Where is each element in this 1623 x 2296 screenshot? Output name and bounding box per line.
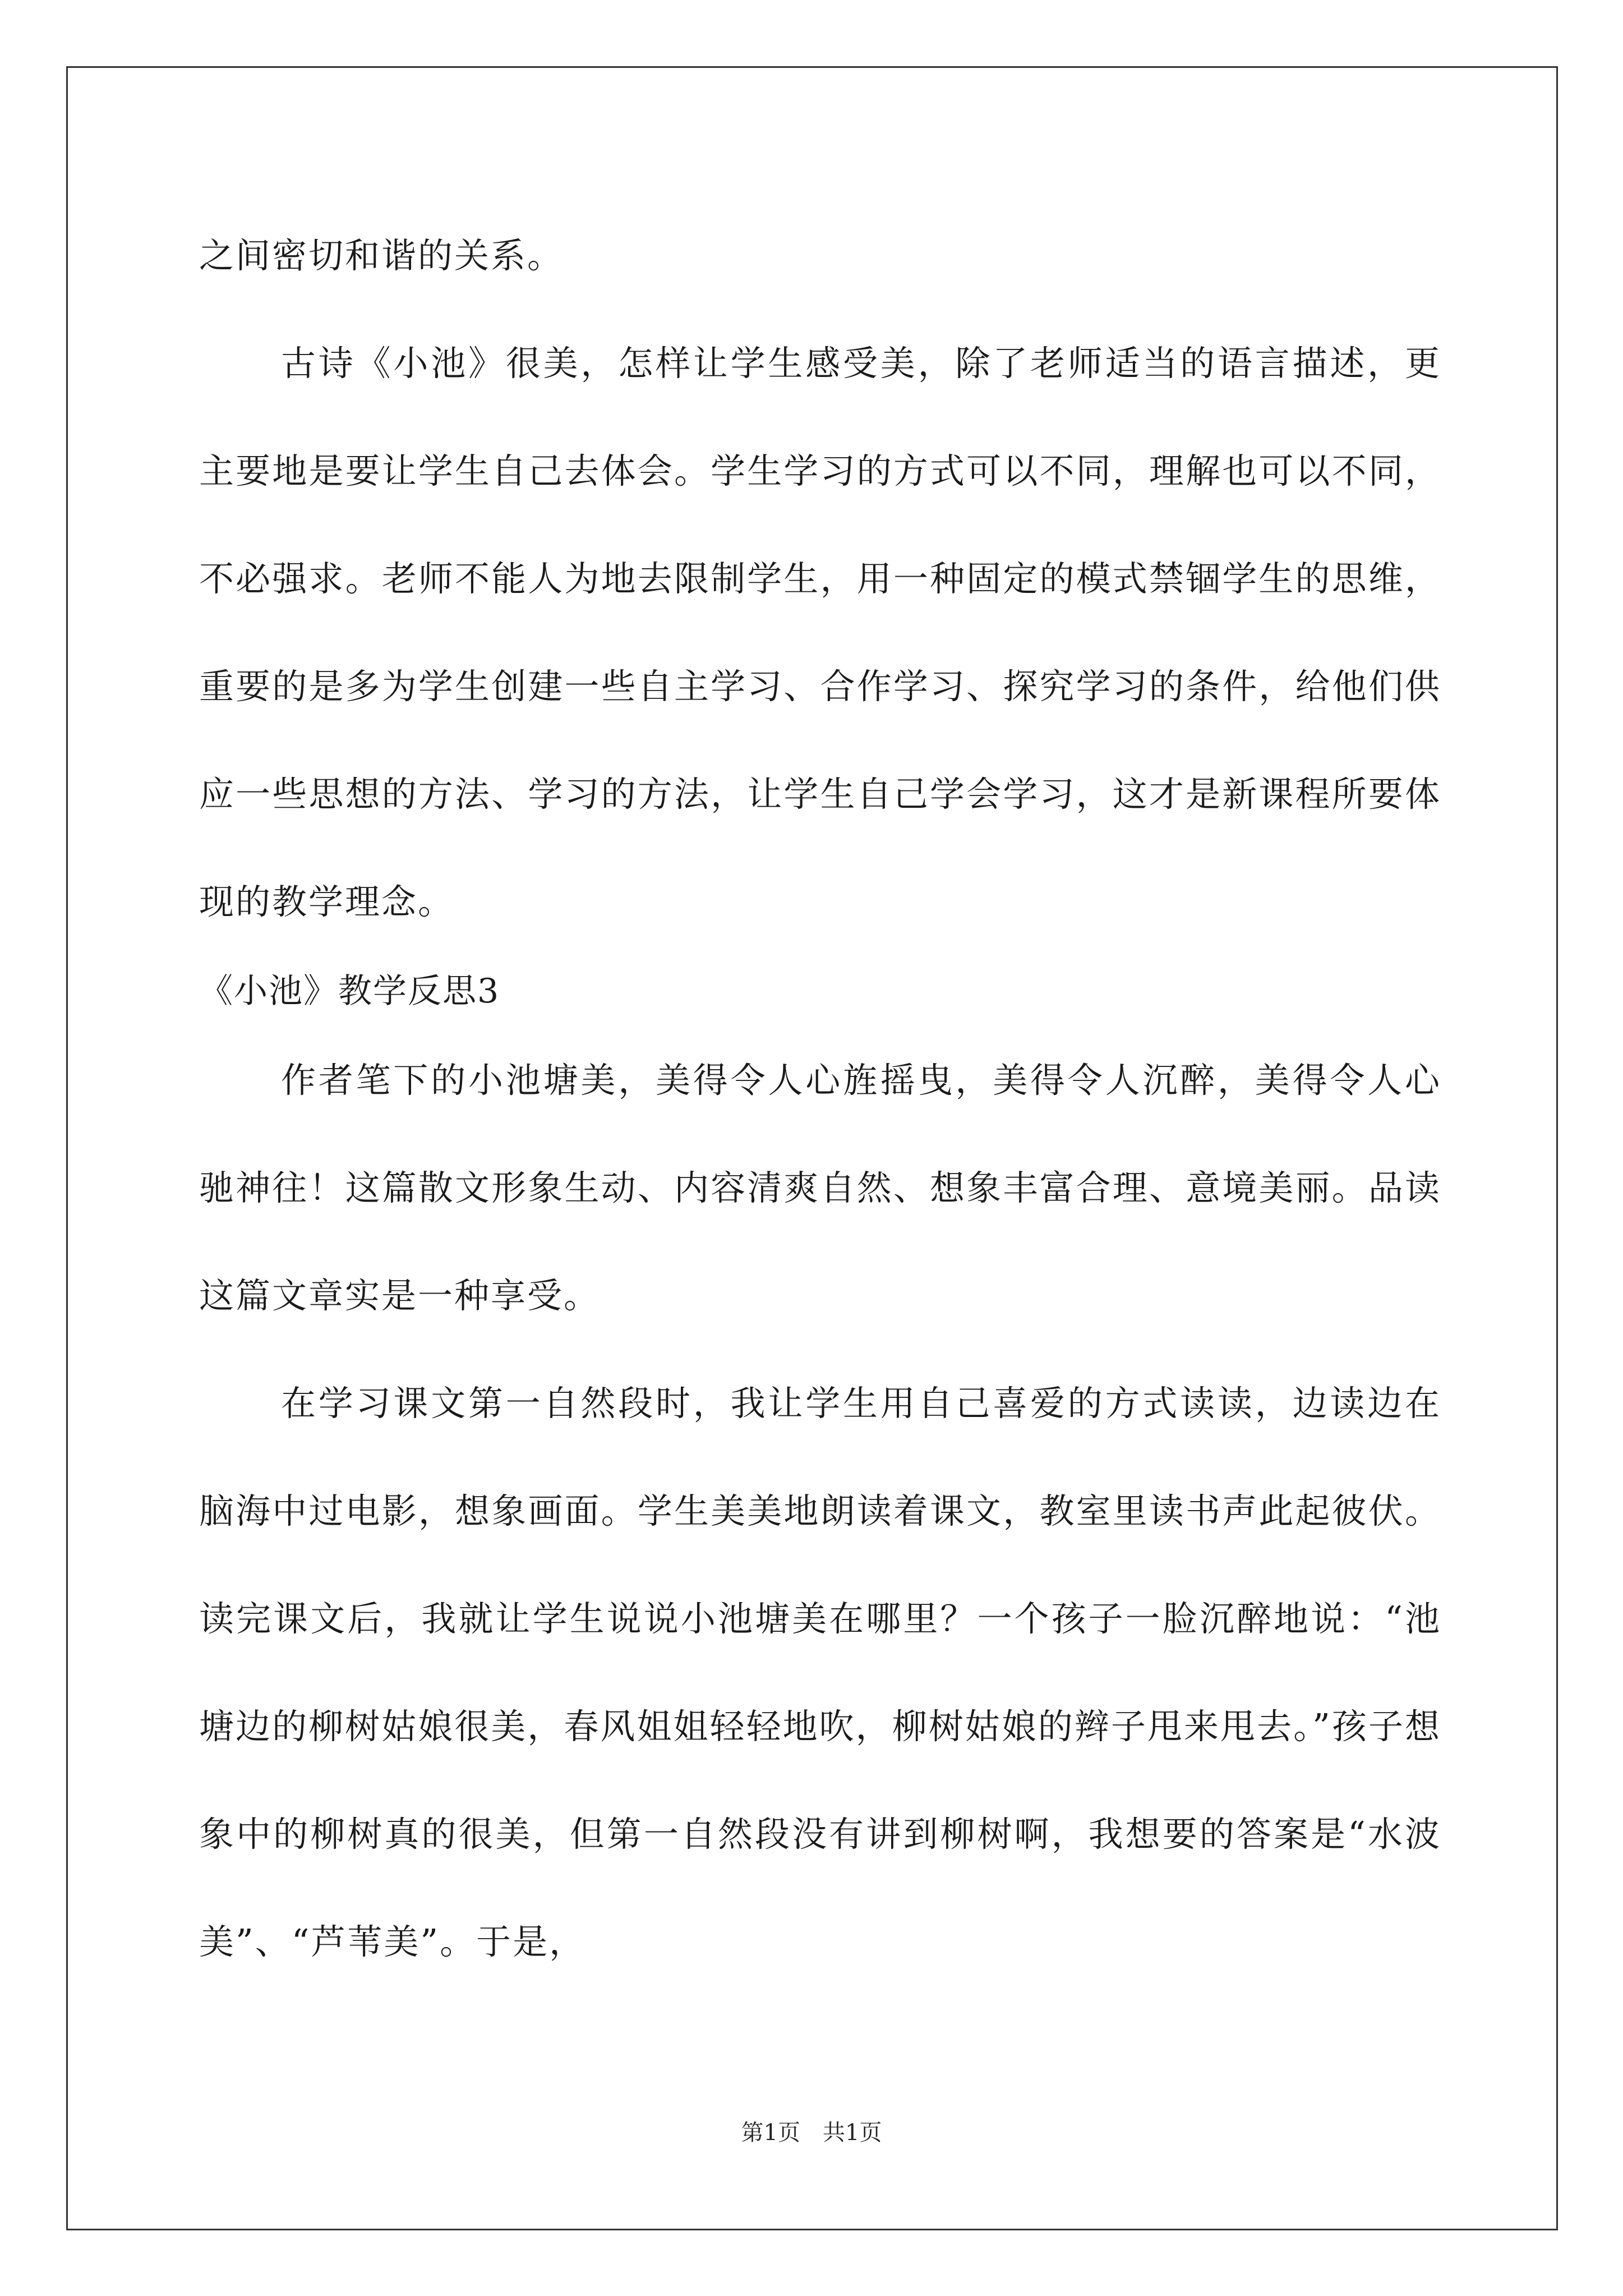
paragraph-continuation: 之间密切和谐的关系。 <box>199 235 564 276</box>
document-body <box>199 202 1441 1996</box>
paragraph-intro: 作者笔下的小池塘美，美得令人心旌摇曳，美得令人沉醉，美得令人心驰神往！这篇散文形象生动、内容清爽自然、想象丰富合理、意境美丽。品读这篇文章实是一种享受。 <box>199 1060 1441 1316</box>
paragraph-teaching-process: 在学习课文第一自然段时，我让学生用自己喜爱的方式读读，边读边在脑海中过电影，想象画面。学生美美地朗读着课文，教室里读书声此起彼伏。读完课文后，我就让学生说说小池塘美在哪里？一个孩子一脸沉醉地说：“池塘边的柳树姑娘很美，春风姐姐轻轻地吹，柳树姑娘的辫子甩来甩去。”孩子想象中的柳树真的很美，但第一自然段没有讲到柳树啊，我想要的答案是“水波美”、“芦苇美”。于是， <box>199 1383 1441 1962</box>
page-footer: 第1页 共1页 <box>741 2120 882 2146</box>
paragraph-reflection-2-summary: 古诗《小池》很美，怎样让学生感受美，除了老师适当的语言描述，更主要地是要让学生自己去体会。学生学习的方式可以不同，理解也可以不同，不必强求。老师不能人为地去限制学生，用一种固定的模式禁锢学生的思维，重要的是多为学生创建一些自主学习、合作学习、探究学习的条件，给他们供应一些思想的方法、学习的方法，让学生自己学会学习，这才是新课程所要体现的教学理念。 <box>199 343 1441 922</box>
section-heading: 《小池》教学反思3 <box>199 972 500 1011</box>
